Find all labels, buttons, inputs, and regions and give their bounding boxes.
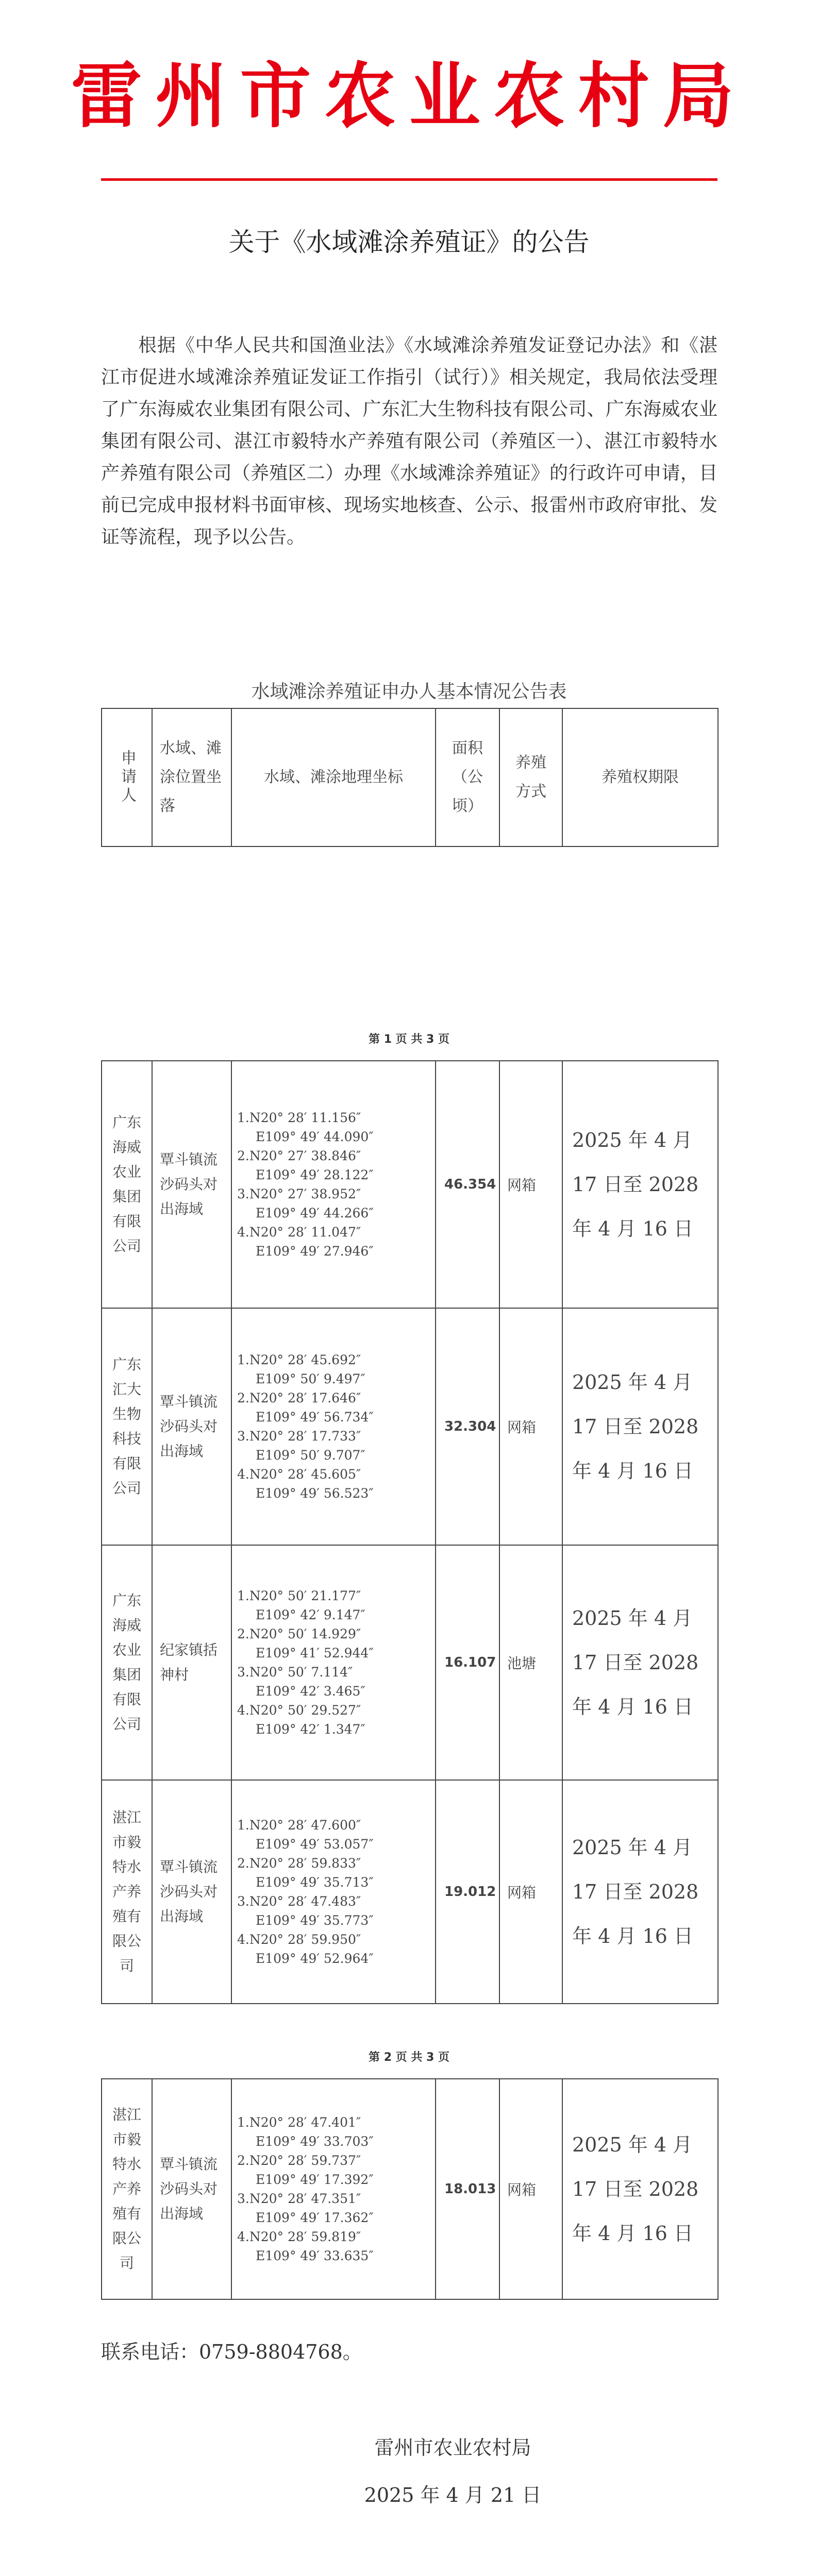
header-coords: 水域、滩涂地理坐标 <box>231 708 436 846</box>
masthead-title: 雷州市农业农村局 <box>71 55 747 138</box>
signature-date: 2025 年 4 月 21 日 <box>364 2484 542 2506</box>
cell-period: 2025 年 4 月 17 日至 2028 年 4 月 16 日 <box>562 1061 718 1308</box>
cell-applicant: 广东汇大生物科技有限公司 <box>102 1308 152 1545</box>
header-area: 面积（公顷） <box>436 708 499 846</box>
table-row <box>102 1061 718 1308</box>
cell-coords: 1.N20° 28′ 47.600″ E109° 49′ 53.057″ 2.N20° 28′ 59.833″ E109° 49′ 35.713″ 3.N20° 28′ 47.483″ E109° 49′ 35.773″ 4.N20° 28′ 59.950″ E109° 49′ 52.964″ <box>231 1780 436 2004</box>
cell-applicant: 湛江市毅特水产养殖有限公司 <box>102 2079 152 2299</box>
header-location: 水域、滩涂位置坐落 <box>152 708 231 846</box>
cell-coords: 1.N20° 28′ 45.692″ E109° 50′ 9.497″ 2.N20° 28′ 17.646″ E109° 49′ 56.734″ 3.N20° 28′ 17.733″ E109° 50′ 9.707″ 4.N20° 28′ 45.605″ E109° 49′ 56.523″ <box>231 1308 436 1545</box>
table-body-page3 <box>101 2078 719 2300</box>
header-period: 养殖权期限 <box>562 708 718 846</box>
table-body-page2 <box>101 1060 719 2004</box>
header-method: 养殖方式 <box>499 708 562 846</box>
cell-location: 纪家镇括神村 <box>152 1545 231 1780</box>
cell-period: 2025 年 4 月 17 日至 2028 年 4 月 16 日 <box>562 1545 718 1780</box>
cell-method: 网箱 <box>499 1780 562 2004</box>
page-number: 第 2 页 共 3 页 <box>369 2051 449 2064</box>
cell-area: 46.354 <box>436 1061 499 1308</box>
table-row <box>102 2079 718 2299</box>
contact-phone: 联系电话：0759-8804768。 <box>101 2341 362 2363</box>
cell-period: 2025 年 4 月 17 日至 2028 年 4 月 16 日 <box>562 1308 718 1545</box>
cell-method: 网箱 <box>499 2079 562 2299</box>
table-title: 水域滩涂养殖证申办人基本情况公告表 <box>251 681 567 702</box>
cell-location: 覃斗镇流沙码头对出海域 <box>152 1780 231 2004</box>
cell-period: 2025 年 4 月 17 日至 2028 年 4 月 16 日 <box>562 2079 718 2299</box>
body-paragraph: 根据《中华人民共和国渔业法》《水域滩涂养殖发证登记办法》和《湛江市促进水域滩涂养殖证发证工作指引（试行）》相关规定，我局依法受理了广东海威农业集团有限公司、广东汇大生物科技有限公司、广东海威农业集团有限公司、湛江市毅特水产养殖有限公司（养殖区一）、湛江市毅特水产养殖有限公司（养殖区二）办理《水域滩涂养殖证》的行政许可申请，目前已完成申报材料书面审核、现场实地核查、公示、报雷州市政府审批、发证等流程，现予以公告。 <box>101 335 717 548</box>
table-header <box>101 708 719 847</box>
table-row <box>102 1308 718 1545</box>
masthead-divider <box>101 178 717 181</box>
cell-applicant: 广东海威农业集团有限公司 <box>102 1545 152 1780</box>
signature-org: 雷州市农业农村局 <box>374 2436 531 2459</box>
page-number: 第 1 页 共 3 页 <box>369 1033 449 1046</box>
cell-period: 2025 年 4 月 17 日至 2028 年 4 月 16 日 <box>562 1780 718 2004</box>
cell-method: 网箱 <box>499 1061 562 1308</box>
cell-area: 16.107 <box>436 1545 499 1780</box>
cell-applicant: 广东海威农业集团有限公司 <box>102 1061 152 1308</box>
cell-coords: 1.N20° 28′ 11.156″ E109° 49′ 44.090″ 2.N20° 27′ 38.846″ E109° 49′ 28.122″ 3.N20° 27′ 38.952″ E109° 49′ 44.266″ 4.N20° 28′ 11.047″ E109° 49′ 27.946″ <box>231 1061 436 1308</box>
cell-location: 覃斗镇流沙码头对出海域 <box>152 1061 231 1308</box>
cell-location: 覃斗镇流沙码头对出海域 <box>152 2079 231 2299</box>
cell-method: 池塘 <box>499 1545 562 1780</box>
cell-coords: 1.N20° 50′ 21.177″ E109° 42′ 9.147″ 2.N20° 50′ 14.929″ E109° 41′ 52.944″ 3.N20° 50′ 7.114″ E109° 42′ 3.465″ 4.N20° 50′ 29.527″ E109° 42′ 1.347″ <box>231 1545 436 1780</box>
cell-method: 网箱 <box>499 1308 562 1545</box>
document-title: 关于《水域滩涂养殖证》的公告 <box>228 227 590 257</box>
cell-area: 19.012 <box>436 1780 499 2004</box>
cell-area: 32.304 <box>436 1308 499 1545</box>
table-row <box>102 1545 718 1780</box>
cell-coords: 1.N20° 28′ 47.401″ E109° 49′ 33.703″ 2.N20° 28′ 59.737″ E109° 49′ 17.392″ 3.N20° 28′ 47.351″ E109° 49′ 17.362″ 4.N20° 28′ 59.819″ E109° 49′ 33.635″ <box>231 2079 436 2299</box>
cell-applicant: 湛江市毅特水产养殖有限公司 <box>102 1780 152 2004</box>
header-applicant: 申请人 <box>102 708 152 846</box>
cell-area: 18.013 <box>436 2079 499 2299</box>
table-row <box>102 1780 718 2004</box>
cell-location: 覃斗镇流沙码头对出海域 <box>152 1308 231 1545</box>
